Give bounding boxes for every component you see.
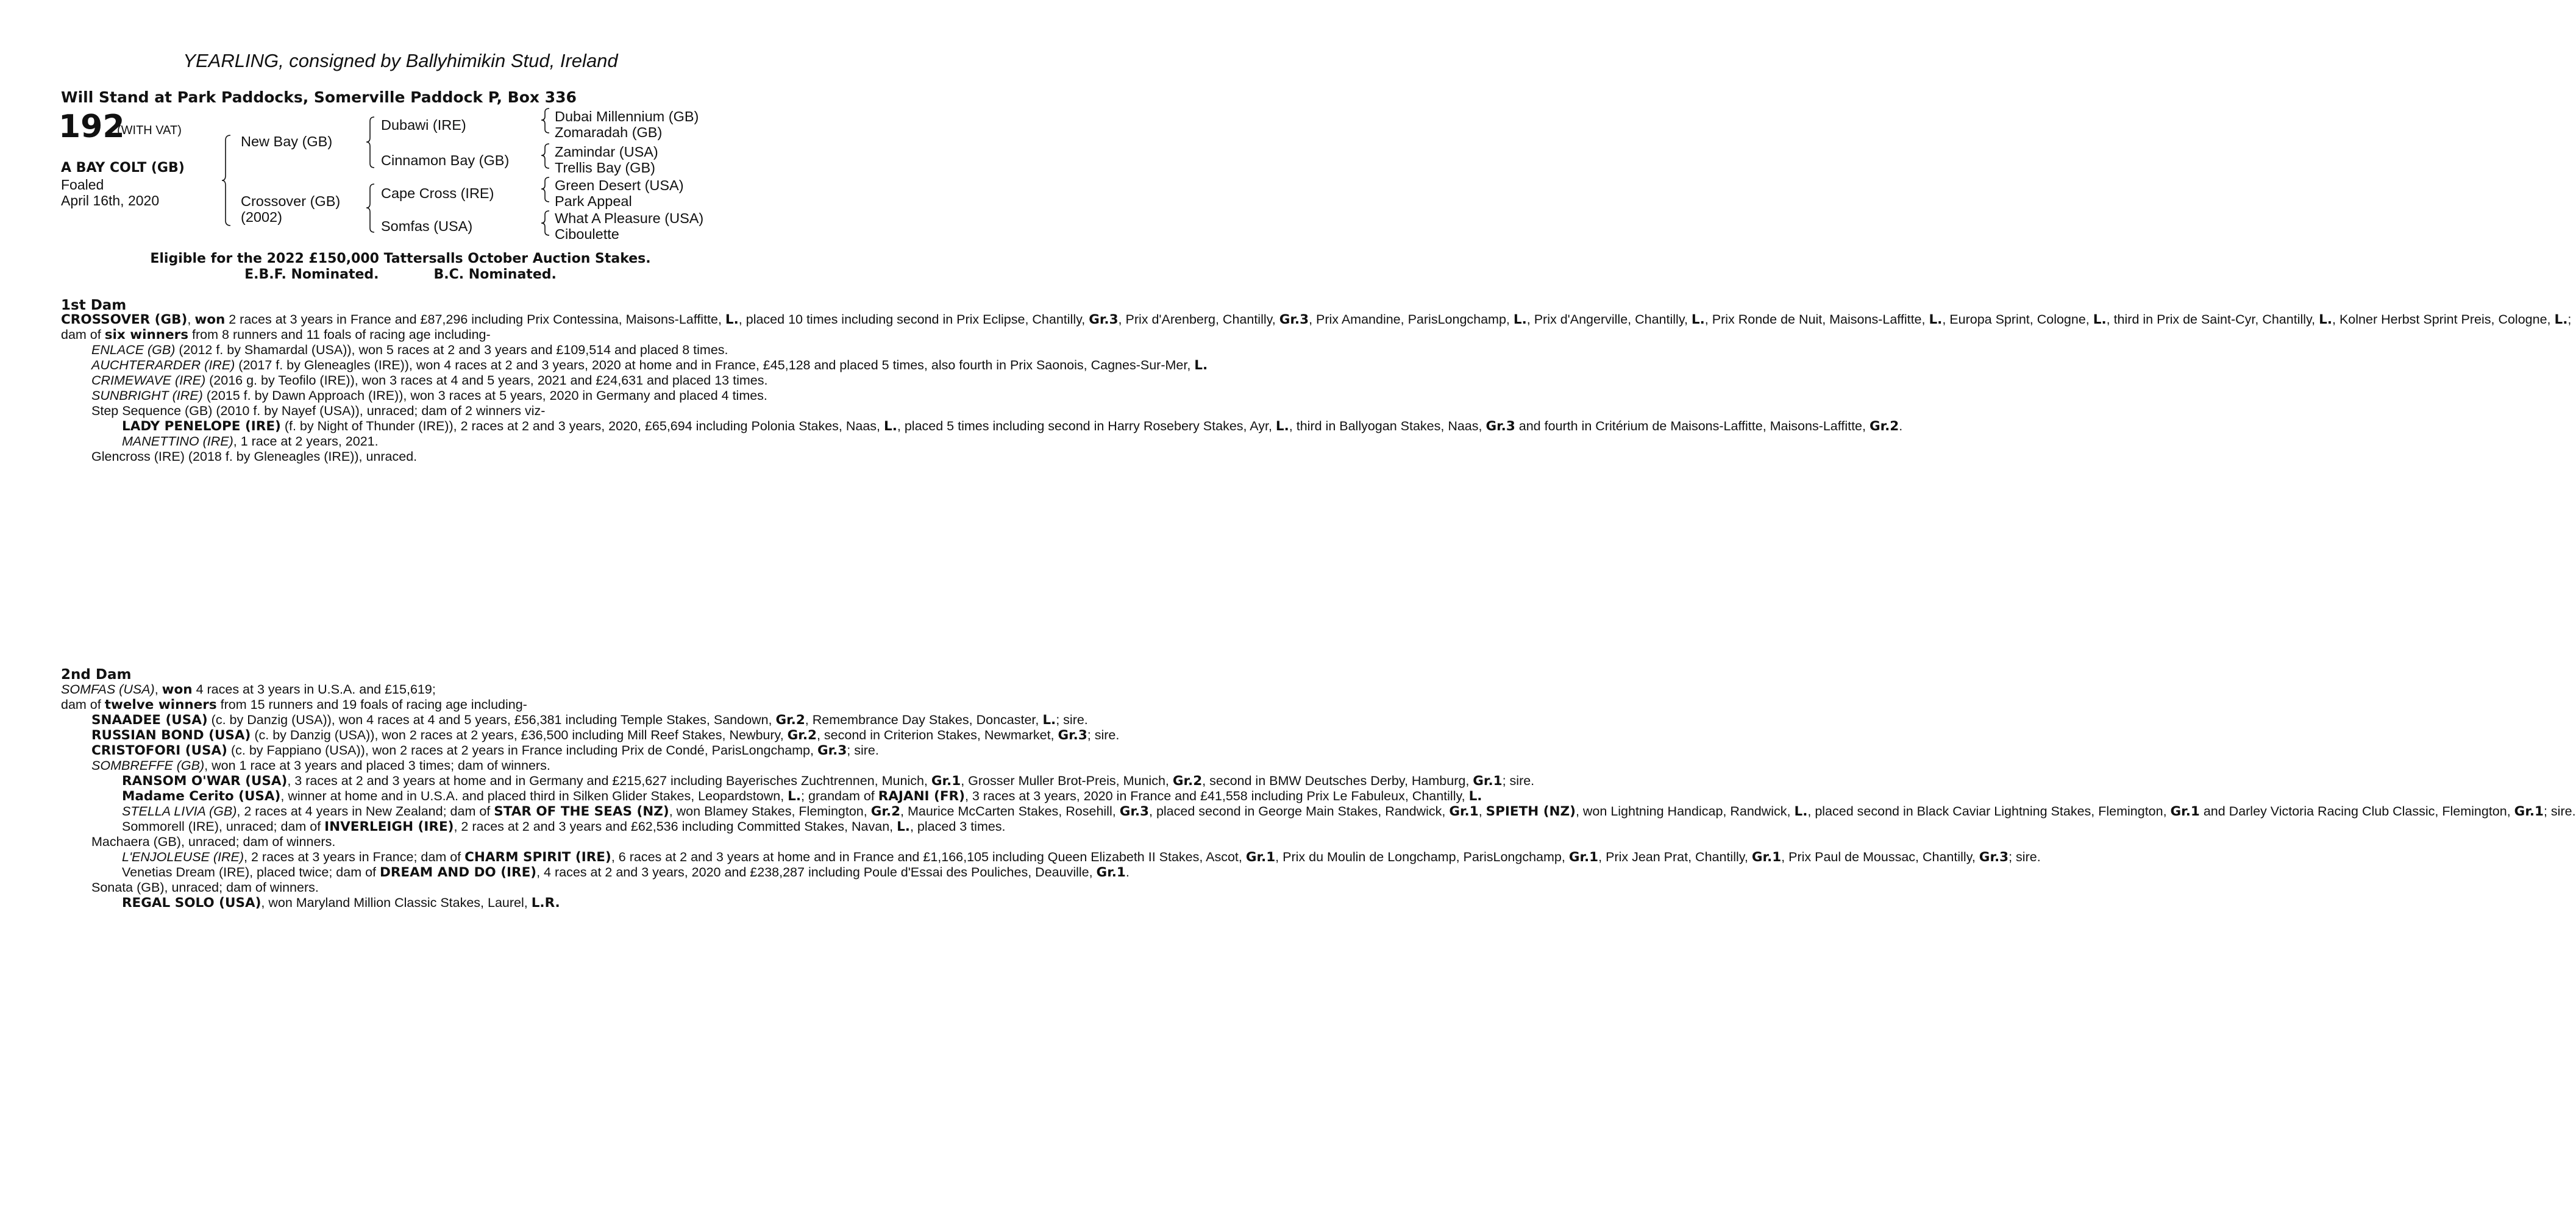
second-dam-entry: Sommorell (IRE), unraced; dam of INVERLEIGH (IRE), 2 races at 2 and 3 years and £62,536 including Committed Stakes, Navan, L., placed 3 times. bbox=[122, 819, 1006, 834]
second-dam-entry: RANSOM O'WAR (USA), 3 races at 2 and 3 years at home and in Germany and £215,627 including Bayerisches Zuchtrennen, Munich, Gr.1, Grosser Muller Brot-Preis, Munich, Gr.2, second in BMW Deutsches Derby, Hamburg, Gr.1; sire. bbox=[122, 773, 1535, 789]
lot-number: 192 bbox=[59, 108, 125, 145]
ebf-nominated: E.B.F. Nominated. bbox=[244, 267, 379, 282]
brace-ss bbox=[541, 108, 549, 133]
dam-dam-sire: What A Pleasure (USA) bbox=[555, 210, 704, 226]
sire-dam: Cinnamon Bay (GB) bbox=[381, 152, 510, 168]
brace-dd bbox=[541, 211, 549, 235]
stand-location: Will Stand at Park Paddocks, Somerville Paddock P, Box 336 bbox=[61, 88, 577, 106]
first-dam-entry: LADY PENELOPE (IRE) (f. by Night of Thunder (IRE)), 2 races at 2 and 3 years, 2020, £65,694 including Polonia Stakes, Naas, L., placed 5 times including second in Harry Rosebery Stakes, Ayr, L., third in Ballyogan Stakes, Naas, Gr.3 and fourth in Critérium de Maisons-Laffitte, Maisons-Laffitte, Gr.2. bbox=[122, 419, 1903, 434]
first-dam-entry: ENLACE (GB) (2012 f. by Shamardal (USA)), won 5 races at 2 and 3 years and £109,514 and placed 8 times. bbox=[91, 343, 728, 357]
catalogue-header: YEARLING, consigned by Ballyhimikin Stud, Ireland bbox=[183, 50, 618, 71]
dam-sire-dam: Park Appeal bbox=[555, 193, 632, 209]
nominations bbox=[0, 267, 801, 282]
vat-note: (WITH VAT) bbox=[117, 124, 182, 137]
horse-name: A BAY COLT (GB) bbox=[61, 160, 185, 176]
second-dam-entry: L'ENJOLEUSE (IRE), 2 races at 3 years in France; dam of CHARM SPIRIT (IRE), 6 races at 2 and 3 years at home and in France and £1,166,105 including Queen Elizabeth II Stakes, Ascot, Gr.1, Prix du Moulin de Longchamp, ParisLongchamp, Gr.1, Prix Jean Prat, Chantilly, Gr.1, Prix Paul de Moussac, Chantilly, Gr.3; sire. bbox=[122, 850, 2041, 865]
dam-dam: Somfas (USA) bbox=[381, 218, 473, 234]
sire-dam-dam: Trellis Bay (GB) bbox=[555, 160, 655, 176]
brace-sire bbox=[366, 117, 374, 168]
foaled-date: April 16th, 2020 bbox=[61, 193, 160, 208]
brace-gen1 bbox=[222, 135, 230, 226]
second-dam-entry: Madame Cerito (USA), winner at home and in U.S.A. and placed third in Silken Glider Stakes, Leopardstown, L.; grandam of RAJANI (FR), 3 races at 3 years, 2020 in France and £41,558 including Prix Le Fabuleux, Chantilly, L. bbox=[122, 789, 1482, 804]
second-dam-heading: 2nd Dam bbox=[61, 667, 132, 683]
first-dam-entry: AUCHTERARDER (IRE) (2017 f. by Gleneagles (IRE)), won 4 races at 2 and 3 years, 2020 at home and in France, £45,128 and placed 5 times, also fourth in Prix Saonois, Cagnes-Sur-Mer, L. bbox=[91, 358, 1208, 373]
eligibility-line: Eligible for the 2022 £150,000 Tattersalls October Auction Stakes. bbox=[150, 251, 651, 266]
bc-nominated: B.C. Nominated. bbox=[433, 267, 557, 282]
first-dam-entry: Step Sequence (GB) (2010 f. by Nayef (USA)), unraced; dam of 2 winners viz- bbox=[91, 403, 546, 418]
first-dam-entry: MANETTINO (IRE), 1 race at 2 years, 2021. bbox=[122, 434, 379, 449]
brace-sd bbox=[541, 144, 549, 168]
second-dam-entry: Machaera (GB), unraced; dam of winners. bbox=[91, 834, 336, 849]
second-dam-entry: SNAADEE (USA) (c. by Danzig (USA)), won 4 races at 4 and 5 years, £56,381 including Temple Stakes, Sandown, Gr.2, Remembrance Day Stakes, Doncaster, L.; sire. bbox=[91, 713, 1088, 728]
second-dam-entry: dam of twelve winners from 15 runners and 19 foals of racing age including- bbox=[61, 697, 527, 713]
dam-dam-dam: Ciboulette bbox=[555, 226, 619, 242]
sire-sire: Dubawi (IRE) bbox=[381, 117, 466, 133]
brace-dam bbox=[366, 184, 374, 232]
dam-sire: Cape Cross (IRE) bbox=[381, 185, 494, 201]
first-dam-entry: dam of six winners from 8 runners and 11 foals of racing age including- bbox=[61, 327, 491, 343]
sire-sire-sire: Dubai Millennium (GB) bbox=[555, 108, 699, 124]
sire-dam-sire: Zamindar (USA) bbox=[555, 144, 658, 160]
first-dam-entry: CROSSOVER (GB), won 2 races at 3 years in France and £87,296 including Prix Contessina, Maisons-Laffitte, L., placed 10 times including second in Prix Eclipse, Chantilly, Gr.3, Prix d'Arenberg, Chantilly, Gr.3, Prix Amandine, ParisLongchamp, L., Prix d'Angerville, Chantilly, L., Prix Ronde de Nuit, Maisons-Laffitte, L., Europa Sprint, Cologne, L., third in Prix de Saint-Cyr, Chantilly, L., Kolner Herbst Sprint Preis, Cologne, L.; bbox=[61, 312, 2572, 327]
brace-ds bbox=[541, 177, 549, 202]
second-dam-entry: RUSSIAN BOND (USA) (c. by Danzig (USA)), won 2 races at 2 years, £36,500 including Mill Reef Stakes, Newbury, Gr.2, second in Criterion Stakes, Newmarket, Gr.3; sire. bbox=[91, 728, 1120, 743]
first-dam-entry: SUNBRIGHT (IRE) (2015 f. by Dawn Approach (IRE)), won 3 races at 5 years, 2020 in Germany and placed 4 times. bbox=[91, 388, 767, 403]
first-dam-heading: 1st Dam bbox=[61, 297, 127, 313]
second-dam-entry: STELLA LIVIA (GB), 2 races at 4 years in New Zealand; dam of STAR OF THE SEAS (NZ), won Blamey Stakes, Flemington, Gr.2, Maurice McCarten Stakes, Rosehill, Gr.3, placed second in George Main Stakes, Randwick, Gr.1, SPIETH (NZ), won Lightning Handicap, Randwick, L., placed second in Black Caviar Lightning Stakes, Flemington, Gr.1 and Darley Victoria Racing Club Classic, Flemington, Gr.1; sire. bbox=[122, 804, 2576, 819]
second-dam-entry: SOMFAS (USA), won 4 races at 3 years in U.S.A. and £15,619; bbox=[61, 682, 436, 697]
second-dam-entry: CRISTOFORI (USA) (c. by Fappiano (USA)), won 2 races at 2 years in France including Prix de Condé, ParisLongchamp, Gr.3; sire. bbox=[91, 743, 879, 758]
second-dam-entry: SOMBREFFE (GB), won 1 race at 3 years and placed 3 times; dam of winners. bbox=[91, 758, 550, 773]
first-dam-entry: CRIMEWAVE (IRE) (2016 g. by Teofilo (IRE)), won 3 races at 4 and 5 years, 2021 and £24,631 and placed 13 times. bbox=[91, 373, 768, 388]
second-dam-entry: Sonata (GB), unraced; dam of winners. bbox=[91, 880, 319, 895]
foaled-label: Foaled bbox=[61, 177, 104, 193]
dam-year: (2002) bbox=[241, 209, 282, 225]
dam-name: Crossover (GB) bbox=[241, 193, 341, 209]
sire-name: New Bay (GB) bbox=[241, 133, 333, 149]
first-dam-entry: Glencross (IRE) (2018 f. by Gleneagles (IRE)), unraced. bbox=[91, 449, 418, 464]
sire-sire-dam: Zomaradah (GB) bbox=[555, 124, 663, 140]
second-dam-entry: Venetias Dream (IRE), placed twice; dam of DREAM AND DO (IRE), 4 races at 2 and 3 years, 2020 and £238,287 including Poule d'Essai des Pouliches, Deauville, Gr.1. bbox=[122, 865, 1130, 880]
dam-sire-sire: Green Desert (USA) bbox=[555, 177, 684, 193]
second-dam-entry: REGAL SOLO (USA), won Maryland Million Classic Stakes, Laurel, L.R. bbox=[122, 895, 560, 911]
